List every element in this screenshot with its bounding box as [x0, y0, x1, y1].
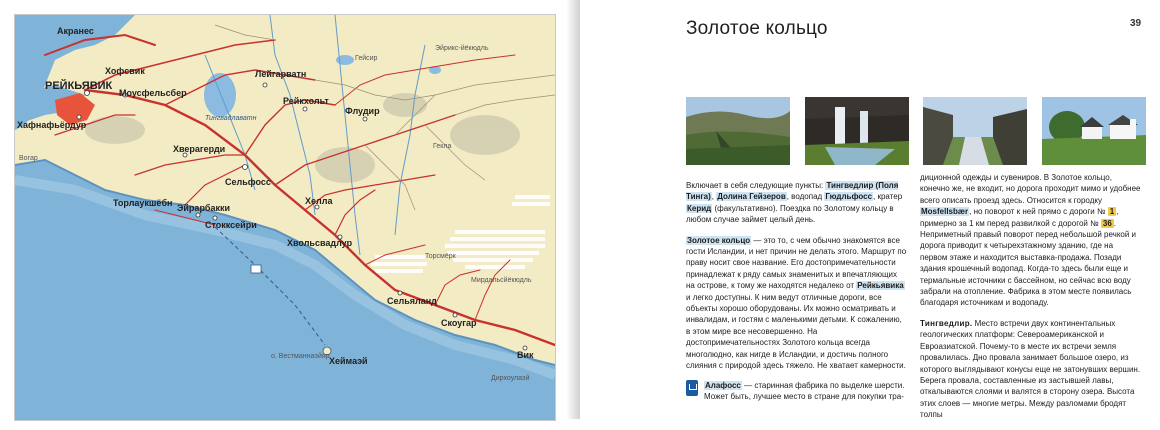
- section-runin-heading: Тингведлир.: [920, 318, 973, 328]
- map-label-reykholt: Рейкхольт: [283, 96, 329, 106]
- shop-name: Алафосс: [705, 381, 741, 390]
- map-label-thingvallavatn: Тингвадлаватн: [205, 115, 257, 122]
- text-fragment: , кратер: [873, 192, 903, 202]
- map-label-mosfellsbaer: Моусфельсбер: [119, 88, 187, 98]
- highlight-mosfellsbaer: Mosfellsbær: [921, 207, 969, 217]
- text-column-right: [920, 172, 1142, 430]
- paragraph-golden-ring: [686, 235, 908, 372]
- map-label-hella: Хелла: [305, 196, 333, 206]
- page-title: Золотое кольцо: [686, 18, 828, 39]
- highlight-golden-ring: Золотое кольцо: [687, 235, 751, 245]
- text-fragment: . Неприметный правый поворот перед небольшой речкой и дорога приводит к четырехэтажному зданию, где на первом этаже и находится выставка-продажа. Позади здания крошечный водопад. Когда-то здесь были еще и термальные источники с бассейном, но сейчас всю воду забрали на отопление. Фабрика в этом месте появилась благодаря источникам и водопаду.: [920, 218, 1137, 308]
- map-label-hvolsvollur: Хвольсвадлур: [287, 238, 353, 248]
- map-label-stokkseyri: Стокксейри: [205, 220, 257, 230]
- map-label-hafnarfjordur: Хафнафьёрдур: [17, 120, 87, 130]
- left-page: [0, 0, 580, 419]
- map-label-dyrholaey: Дирхоулаэй: [491, 375, 530, 382]
- map-label-hofsjokull: Эйрикс-йёкюдль: [435, 45, 489, 52]
- map-label-skogar: Скоугар: [441, 318, 477, 328]
- map-label-thorsmork: Торсмёрк: [425, 253, 456, 260]
- page-number: 39: [1130, 18, 1142, 29]
- text-fragment: — это то, с чем обычно знакомятся все гости Исландии, и нет причин не делать этого. Маршрут по праву носит свое название. Его достопримечательности принадлежат к ряду самых знаменитых и впечатляющих на острове, к тому же находятся недалеко от: [686, 235, 907, 291]
- photo-strip: [686, 97, 1147, 165]
- road-number-badge: 1: [1109, 207, 1115, 217]
- photo-oxararfoss: [805, 97, 909, 165]
- shopping-cart-icon: [686, 380, 698, 396]
- map-label-akranes: Акранес: [57, 26, 94, 36]
- highlight-kerid: Керид: [687, 203, 712, 213]
- text-fragment: диционной одежды и сувениров. В Золотое кольцо, конечно же, не входит, но дорога проходит мимо и удобнее всего описать проезд здесь. Относится к городку: [920, 173, 1141, 205]
- text-fragment: , водопад: [786, 192, 825, 202]
- text-fragment: ,: [711, 192, 717, 202]
- map-label-hekla: Гекла: [433, 143, 452, 150]
- photo-church-houses: [1042, 97, 1146, 165]
- paragraph-thingvellir: [920, 318, 1142, 421]
- text-fragment: , но поворот к ней прямо с дороги №: [969, 207, 1108, 217]
- highlight-reykjavik: Рейкьявика: [857, 281, 904, 291]
- photo-thingvellir-valley: [686, 97, 790, 165]
- map-label-hofsvik: Хофсвик: [105, 66, 145, 76]
- map-label-geysir: Гейсир: [355, 55, 378, 62]
- map-label-fludir: Флудир: [345, 106, 380, 116]
- region-map: [14, 14, 556, 421]
- map-label-selyalandsfoss: Сельяланд: [387, 296, 437, 306]
- photo-rift-river: [923, 97, 1027, 165]
- map-label-thorlakshofn: Торлаукшёбн: [113, 198, 173, 208]
- text-fragment: и легко доступны. К ним ведут отличные дороги, все объекты хорошо оборудованы. Их можно осматривать и инвалидам, и гостям с маленькими детьми. К сожалению, в этом мире все несовершенно. На достопримечательностях Золотого кольца всегда многолюдно, как нигде в Исландии, и достичь полного слияния с природой здесь тяжело. Не хватает камерности.: [686, 292, 906, 371]
- map-label-selfoss: Сельфосс: [225, 177, 271, 187]
- highlight-gullfoss: Гюдльфосс: [825, 192, 873, 202]
- text-fragment: (факультативно). Поездка по Золотому кольцу в любом случае займет целый день.: [686, 203, 894, 225]
- map-label-myrdalsjokull: Мирдальсйёкюдль: [471, 277, 532, 284]
- map-label-vestmannaeyjar: о. Вестманнаэйяр: [271, 353, 330, 360]
- map-label-heimaey: Хеймаэй: [329, 356, 368, 366]
- map-label-vogar: Вогар: [19, 155, 38, 162]
- text-column-left: [686, 180, 908, 381]
- road-number-badge: 36: [1102, 218, 1112, 228]
- paragraph-alafoss-continued: [920, 172, 1142, 309]
- map-label-laugarvatn: Лейгарватн: [255, 69, 307, 79]
- map-label-hveragerdi: Хверагерди: [173, 144, 226, 154]
- shop-entry-text: [704, 380, 908, 403]
- highlight-thingvellir: Тингведлир (Поля Тинга): [686, 181, 899, 202]
- map-label-reykjavik: РЕЙКЬЯВИК: [45, 80, 113, 92]
- highlight-geysir-valley: Долина Гейзеров: [717, 192, 786, 202]
- text-fragment: , примерно за 1 км перед развилкой с дорогой №: [920, 207, 1119, 228]
- text-fragment: Включает в себя следующие пункты:: [686, 181, 826, 190]
- text-fragment: — старинная фабрика по выделке шерсти. Может быть, лучшее место в стране для покупки тра-: [704, 381, 905, 402]
- paragraph-intro: [686, 180, 908, 226]
- map-label-eyrarbakki: Эйрарбакки: [177, 203, 231, 213]
- text-fragment: Место встречи двух континентальных геологических платформ: Североамериканской и Евроазиатской. Почему-то в месте их встречи земля провалилась. Дно провала занимает большое озеро, из которого выглядывают конусы еще не затонувших вершин. Берега провала, составленные из застывшей лавы, откалываются слоями и валятся в сторону озера. Высота этих слоев — многие метры. Между разломами бродят толпы: [920, 318, 1141, 420]
- map-label-vik: Вик: [517, 350, 534, 360]
